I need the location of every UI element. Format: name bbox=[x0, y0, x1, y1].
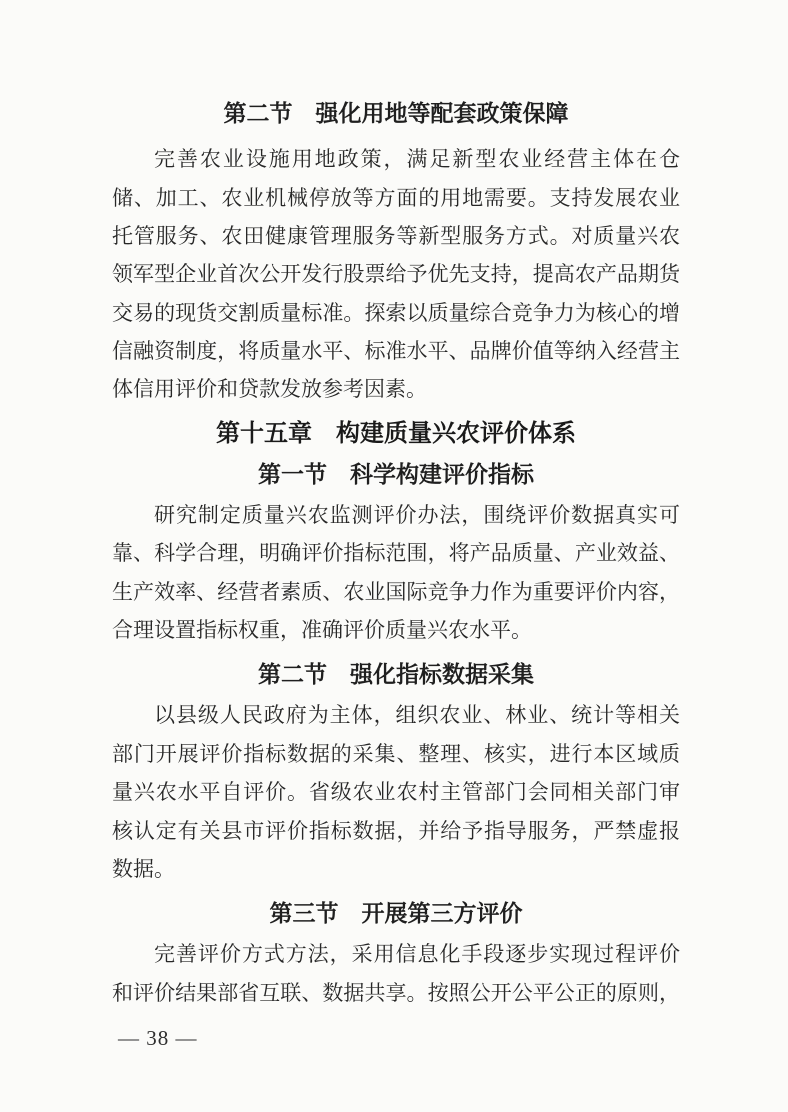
body-text-line: 生产效率、经营者素质、农业国际竞争力作为重要评价内容， bbox=[112, 580, 680, 604]
body-text-line: 核认定有关县市评价指标数据，并给予指导服务，严禁虚报 bbox=[112, 819, 680, 843]
body-text-line: 量兴农水平自评价。省级农业农村主管部门会同相关部门审 bbox=[112, 780, 680, 804]
body-text-line: 和评价结果部省互联、数据共享。按照公开公平公正的原则， bbox=[112, 981, 680, 1005]
section-heading-third-party-evaluation: 第三节 开展第三方评价 bbox=[269, 901, 523, 926]
body-text-line: 靠、科学合理，明确评价指标范围，将产品质量、产业效益、 bbox=[112, 541, 680, 565]
body-text-line: 部门开展评价指标数据的采集、整理、核实，进行本区域质 bbox=[112, 742, 680, 766]
body-text-line: 数据。 bbox=[112, 857, 175, 881]
body-text-line: 托管服务、农田健康管理服务等新型服务方式。对质量兴农 bbox=[112, 224, 680, 248]
body-text-line: 完善评价方式方法，采用信息化手段逐步实现过程评价 bbox=[154, 942, 680, 966]
body-text-line: 完善农业设施用地政策，满足新型农业经营主体在仓 bbox=[154, 147, 680, 171]
body-text-line: 交易的现货交割质量标准。探索以质量综合竞争力为核心的增 bbox=[112, 301, 680, 325]
body-text-line: 合理设置指标权重，准确评价质量兴农水平。 bbox=[112, 618, 532, 642]
body-text-line: 体信用评价和贷款发放参考因素。 bbox=[112, 377, 427, 401]
section-heading-data-collection: 第二节 强化指标数据采集 bbox=[258, 662, 534, 687]
section-heading-evaluation-index: 第一节 科学构建评价指标 bbox=[258, 462, 534, 487]
body-text-line: 信融资制度，将质量水平、标准水平、品牌价值等纳入经营主 bbox=[112, 339, 680, 363]
body-text-line: 以县级人民政府为主体，组织农业、林业、统计等相关 bbox=[154, 703, 680, 727]
body-text-line: 研究制定质量兴农监测评价办法，围绕评价数据真实可 bbox=[154, 503, 680, 527]
section-heading-land-policy: 第二节 强化用地等配套政策保障 bbox=[223, 101, 569, 126]
page-number: — 38 — bbox=[118, 1026, 198, 1050]
body-text-line: 储、加工、农业机械停放等方面的用地需要。支持发展农业 bbox=[112, 186, 680, 210]
body-text-line: 领军型企业首次公开发行股票给予优先支持，提高农产品期货 bbox=[112, 262, 680, 286]
chapter-heading: 第十五章 构建质量兴农评价体系 bbox=[216, 420, 576, 447]
